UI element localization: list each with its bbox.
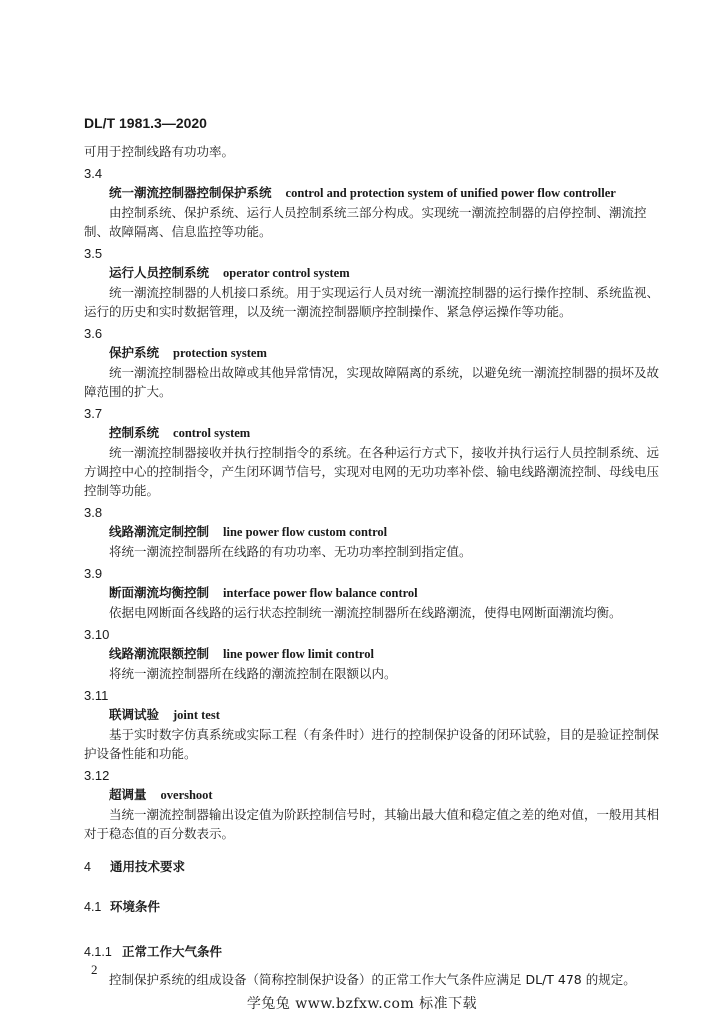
term-zh: 线路潮流定制控制 — [109, 524, 210, 539]
term-number: 3.5 — [84, 246, 103, 261]
term-definition: 基于实时数字仿真系统或实际工程（有条件时）进行的控制保护设备的闭环试验，目的是验证控制保护设备性能和功能。 — [84, 727, 660, 761]
term-number: 3.8 — [84, 505, 103, 520]
section-4-1-heading — [84, 897, 664, 917]
term-definition: 统一潮流控制器检出故障或其他异常情况，实现故障隔离的系统，以避免统一潮流控制器的损坏及故障范围的扩大。 — [84, 365, 660, 399]
term-number: 3.6 — [84, 326, 103, 341]
term-zh: 控制系统 — [109, 425, 160, 440]
term-en: joint test — [173, 708, 220, 722]
term-entry — [84, 404, 664, 500]
section-4-heading — [84, 857, 664, 877]
term-definition: 当统一潮流控制器输出设定值为阶跃控制信号时，其输出最大值和稳定值之差的绝对值，一般用其相对于稳态值的百分数表示。 — [84, 807, 660, 841]
term-en: interface power flow balance control — [223, 586, 418, 600]
term-number: 3.12 — [84, 768, 110, 783]
term-entry — [84, 324, 664, 401]
term-entry — [84, 766, 664, 843]
term-en: operator control system — [223, 266, 350, 280]
term-title — [84, 522, 664, 542]
term-number: 3.7 — [84, 406, 103, 421]
term-entry — [84, 164, 664, 241]
term-definition: 将统一潮流控制器所在线路的潮流控制在限额以内。 — [109, 666, 397, 681]
section-title: 通用技术要求 — [110, 859, 186, 874]
term-number: 3.10 — [84, 627, 110, 642]
term-zh: 断面潮流均衡控制 — [109, 585, 210, 600]
term-title — [84, 343, 664, 363]
intro-line: 可用于控制线路有功功率。 — [84, 144, 235, 159]
term-entry — [84, 564, 664, 622]
section-title: 环境条件 — [110, 899, 161, 914]
term-en: control system — [173, 426, 251, 440]
term-definition: 将统一潮流控制器所在线路的有功功率、无功功率控制到指定值。 — [109, 544, 472, 559]
section-title: 正常工作大气条件 — [122, 944, 223, 959]
term-title — [84, 583, 664, 603]
term-zh: 联调试验 — [109, 707, 160, 722]
term-definition: 依据电网断面各线路的运行状态控制统一潮流控制器所在线路潮流，使得电网断面潮流均衡。 — [109, 605, 622, 620]
term-entry — [84, 503, 664, 561]
term-title — [84, 263, 664, 283]
term-entry — [84, 625, 664, 683]
term-zh: 超调量 — [109, 787, 147, 802]
term-title — [84, 183, 664, 203]
term-number: 3.4 — [84, 166, 103, 181]
section-number: 4.1 — [84, 900, 102, 914]
term-number: 3.9 — [84, 566, 103, 581]
term-zh: 线路潮流限额控制 — [109, 646, 210, 661]
term-en: control and protection system of unified power flow controller — [285, 186, 616, 200]
term-definition: 统一潮流控制器的人机接口系统。用于实现运行人员对统一潮流控制器的运行操作控制、系统监视、运行的历史和实时数据管理，以及统一潮流控制器顺序控制操作、紧急停运操作等功能。 — [84, 285, 660, 319]
section-number: 4 — [84, 860, 91, 874]
watermark-footer: 学兔兔 www.bzfxw.com 标准下载 — [246, 996, 478, 1012]
term-title — [84, 705, 664, 725]
term-entry — [84, 686, 664, 763]
term-en: line power flow limit control — [223, 647, 374, 661]
term-title — [84, 785, 664, 805]
term-en: line power flow custom control — [223, 525, 388, 539]
term-entry — [84, 244, 664, 321]
term-title — [84, 423, 664, 443]
term-zh: 运行人员控制系统 — [109, 265, 210, 280]
standard-id: DL/T 1981.3—2020 — [84, 115, 207, 131]
section-4-1-1-text: 控制保护系统的组成设备（简称控制保护设备）的正常工作大气条件应满足 DL/T 478 的规定。 — [109, 972, 636, 987]
section-number: 4.1.1 — [84, 945, 112, 959]
page-number: 2 — [91, 962, 98, 977]
term-zh: 统一潮流控制器控制保护系统 — [109, 185, 272, 200]
term-number: 3.11 — [84, 688, 109, 703]
term-zh: 保护系统 — [109, 345, 160, 360]
term-definition: 统一潮流控制器接收并执行控制指令的系统。在各种运行方式下，接收并执行运行人员控制系统、远方调控中心的控制指令，产生闭环调节信号，实现对电网的无功功率补偿、输电线路潮流控制、母线电压控制等功能。 — [84, 445, 660, 498]
term-en: overshoot — [160, 788, 213, 802]
term-en: protection system — [173, 346, 267, 360]
term-title — [84, 644, 664, 664]
page-content — [84, 142, 664, 989]
section-4-1-1-heading — [84, 942, 664, 962]
term-definition: 由控制系统、保护系统、运行人员控制系统三部分构成。实现统一潮流控制器的启停控制、潮流控制、故障隔离、信息监控等功能。 — [84, 205, 647, 239]
